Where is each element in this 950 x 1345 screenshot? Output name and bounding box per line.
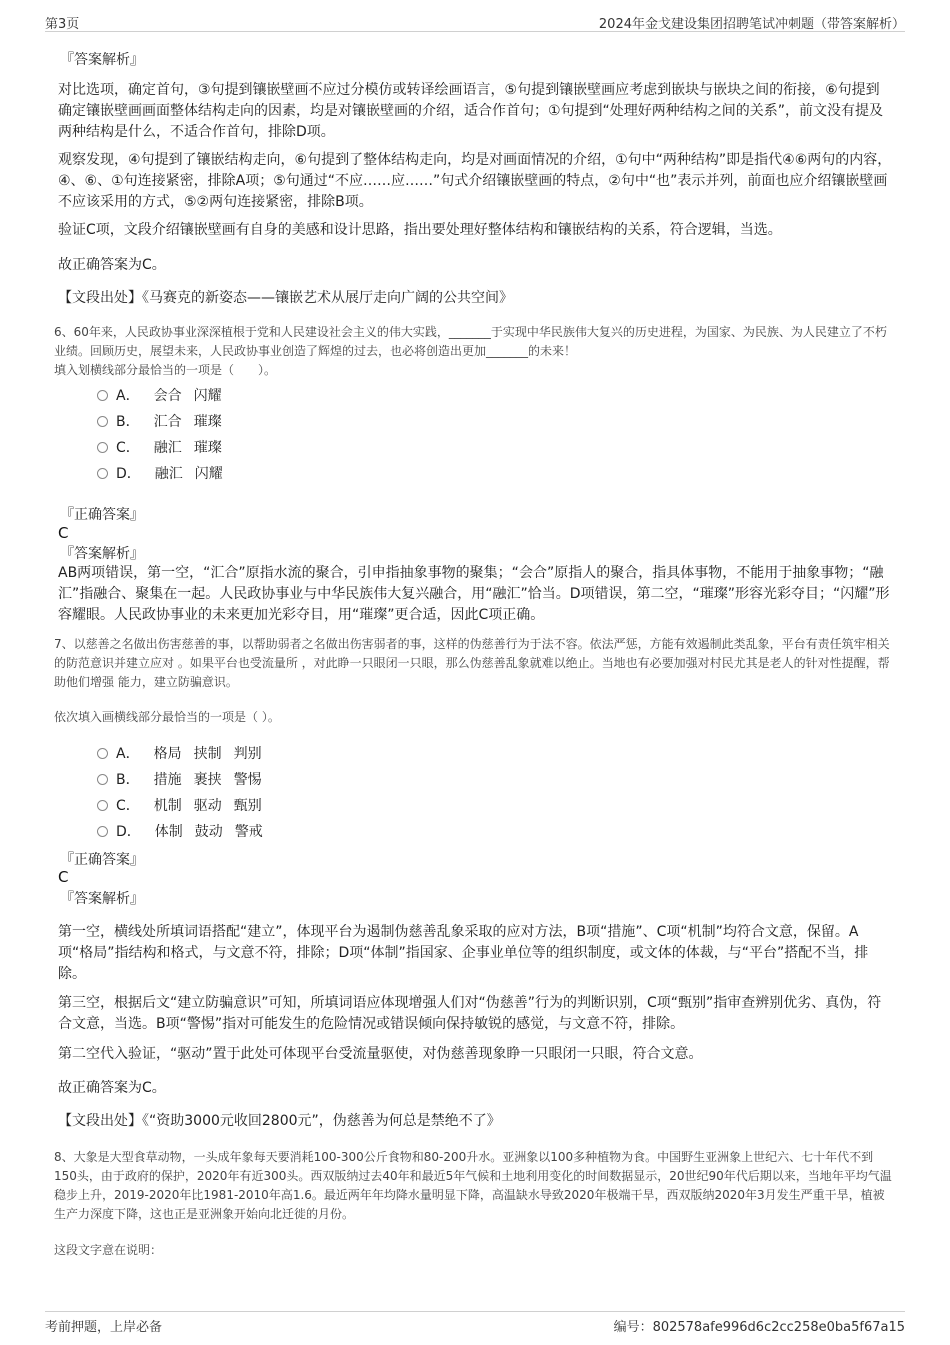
q7-option-d[interactable]: D． 体制 鼓动 警戒 xyxy=(97,823,275,841)
q6-analysis: AB两项错误，第一空，“汇合”原指水流的聚合，引申指抽象事物的聚集；“会合”原指人的聚合，指具体事物，不能用于抽象事物；“融汇”指融合、聚集在一起。人民政协事业与中华民族伟大复兴融合，用“融汇”恰当。D项错误，第二空，“璀璨”形容光彩夺目；“闪耀”形容耀眼。人民政协事业的未来更加光彩夺目，用“璀璨”更合适，因此C项正确。 xyxy=(58,565,890,623)
radio-button[interactable] xyxy=(97,468,108,479)
q6-analysis-label: 『答案解析』 xyxy=(60,546,144,562)
q6-answer-label: 『正确答案』 xyxy=(60,507,144,523)
radio-button[interactable] xyxy=(97,774,108,785)
q7-analysis-p3: 第二空代入验证，“驱动”置于此处可体现平台受流量驱使，对伪慈善现象睁一只眼闭一只眼，符合文意。 xyxy=(58,1046,703,1062)
q5-analysis-p4: 故正确答案为C。 xyxy=(58,257,166,273)
radio-button[interactable] xyxy=(97,826,108,837)
q7-answer-label: 『正确答案』 xyxy=(60,852,144,868)
q6-option-c[interactable]: C． 融汇 璀璨 xyxy=(97,439,234,457)
q5-analysis-p2: 观察发现，④句提到了镶嵌结构走向，⑥句提到了整体结构走向，均是对画面情况的介绍，①句中“两种结构”即是指代④⑥两句的内容，④、⑥、①句连接紧密，排除A项；⑤句通过“不应……应……”句式介绍镶嵌壁画的特点，②句中“也”表示并列，前面也应介绍镶嵌壁画不应该采用的方式，⑤②两句连接紧密，排除B项。 xyxy=(58,152,892,210)
page-footer xyxy=(45,1311,905,1337)
q7-analysis-label: 『答案解析』 xyxy=(60,891,144,907)
radio-button[interactable] xyxy=(97,800,108,811)
q5-analysis-label: 『答案解析』 xyxy=(60,52,144,68)
q5-source: 【文段出处】《马赛克的新姿态——镶嵌艺术从展厅走向广阔的公共空间》 xyxy=(58,290,513,306)
q6-option-a[interactable]: A． 会合 闪耀 xyxy=(97,387,234,405)
document-title: 2024年金戈建设集团招聘笔试冲刺题（带答案解析） xyxy=(598,17,905,32)
document-id: 编号：802578afe996d6c2cc258e0ba5f67a15 xyxy=(613,1320,905,1335)
page-header xyxy=(45,13,905,32)
q7-option-c[interactable]: C． 机制 驱动 甄别 xyxy=(97,797,274,815)
page-number: 第3页 xyxy=(45,17,80,32)
q6-option-b[interactable]: B． 汇合 璀璨 xyxy=(97,413,234,431)
q7-analysis-p1: 第一空，横线处所填词语搭配“建立”，体现平台为遏制伪慈善乱象采取的应对方法，B项“措施”、C项“机制”均符合文意，保留。A项“格局”指结构和格式，与文意不符，排除；D项“体制”指国家、企事业单位等的组织制度，或文体的体裁，与“平台”搭配不当，排除。 xyxy=(58,924,869,982)
q8-stem: 8、大象是大型食草动物，一头成年象每天要消耗100-300公斤食物和80-200升水。亚洲象以100多种植物为食。中国野生亚洲象上世纪六、七十年代不到150头，由于政府的保护，2020年有近300头。西双版纳过去40年和最近5年气候和土地利用变化的时间数据显示，20世纪90年代后期以来，当地年平均气温稳步上升，2019-2020年比1981-2010年高1.6。最近两年年均降水量明显下降，高温缺水导致2020年极端干旱，西双版纳2020年3月发生严重干旱，植被生产力深度下降，这也正是亚洲象开始向北迁徙的月份。 xyxy=(54,1150,892,1221)
q7-source: 【文段出处】《“资助3000元收回2800元”，伪慈善为何总是禁绝不了》 xyxy=(58,1113,501,1129)
q5-analysis-p1: 对比选项，确定首句，③句提到镶嵌壁画不应过分模仿或转译绘画语言，⑤句提到镶嵌壁画应考虑到嵌块与嵌块之间的衔接，⑥句提到确定镶嵌壁画画面整体结构走向的因素，均是对镶嵌壁画的介绍，适合作首句；①句提到“处理好两种结构之间的关系”，前文没有提及两种结构是什么，不适合作首句，排除D项。 xyxy=(58,82,884,140)
radio-button[interactable] xyxy=(97,390,108,401)
radio-button[interactable] xyxy=(97,748,108,759)
q7-answer: C xyxy=(58,868,69,886)
footer-slogan: 考前押题，上岸必备 xyxy=(45,1320,163,1335)
q7-stem: 7、以慈善之名做出伤害慈善的事，以帮助弱者之名做出伤害弱者的事，这样的伪慈善行为于法不容。依法严惩，方能有效遏制此类乱象，平台有责任筑牢相关的防范意识并建立应对 。如果平台也受流量所 ，对此睁一只眼闭一只眼，那么伪慈善乱象就难以绝止。当地也有必要加强对村民尤其是老人的针对性提醒，帮助他们增强 能力，建立防骗意识。 xyxy=(54,637,890,689)
q6-prompt: 填入划横线部分最恰当的一项是（ ）。 xyxy=(54,363,277,377)
q7-analysis-p2: 第三空，根据后文“建立防骗意识”可知，所填词语应体现增强人们对“伪慈善”行为的判断识别，C项“甄别”指审查辨别优劣、真伪，符合文意，当选。B项“警惕”指对可能发生的危险情况或错误倾向保持敏锐的感觉，与文意不符，排除。 xyxy=(58,995,882,1032)
q8-prompt: 这段文字意在说明： xyxy=(54,1243,163,1257)
q7-prompt: 依次填入画横线部分最恰当的一项是（ ）。 xyxy=(54,710,280,724)
q7-analysis-p4: 故正确答案为C。 xyxy=(58,1080,166,1096)
radio-button[interactable] xyxy=(97,416,108,427)
q6-stem: 6、60年来，人民政协事业深深植根于党和人民建设社会主义的伟大实践，_______于实现中华民族伟大复兴的历史进程，为国家、为民族、为人民建立了不朽业绩。回顾历史，展望未来，人民政协事业创造了辉煌的过去，也必将创造出更加_______的未来！ xyxy=(54,325,887,358)
q5-analysis-p3: 验证C项，文段介绍镶嵌壁画有自身的美感和设计思路，指出要处理好整体结构和镶嵌结构的关系，符合逻辑，当选。 xyxy=(58,222,782,238)
radio-button[interactable] xyxy=(97,442,108,453)
q6-option-d[interactable]: D． 融汇 闪耀 xyxy=(97,465,235,483)
q7-option-b[interactable]: B． 措施 裹挟 警惕 xyxy=(97,771,274,789)
q6-answer: C xyxy=(58,524,69,542)
q7-option-a[interactable]: A． 格局 挟制 判别 xyxy=(97,745,274,763)
